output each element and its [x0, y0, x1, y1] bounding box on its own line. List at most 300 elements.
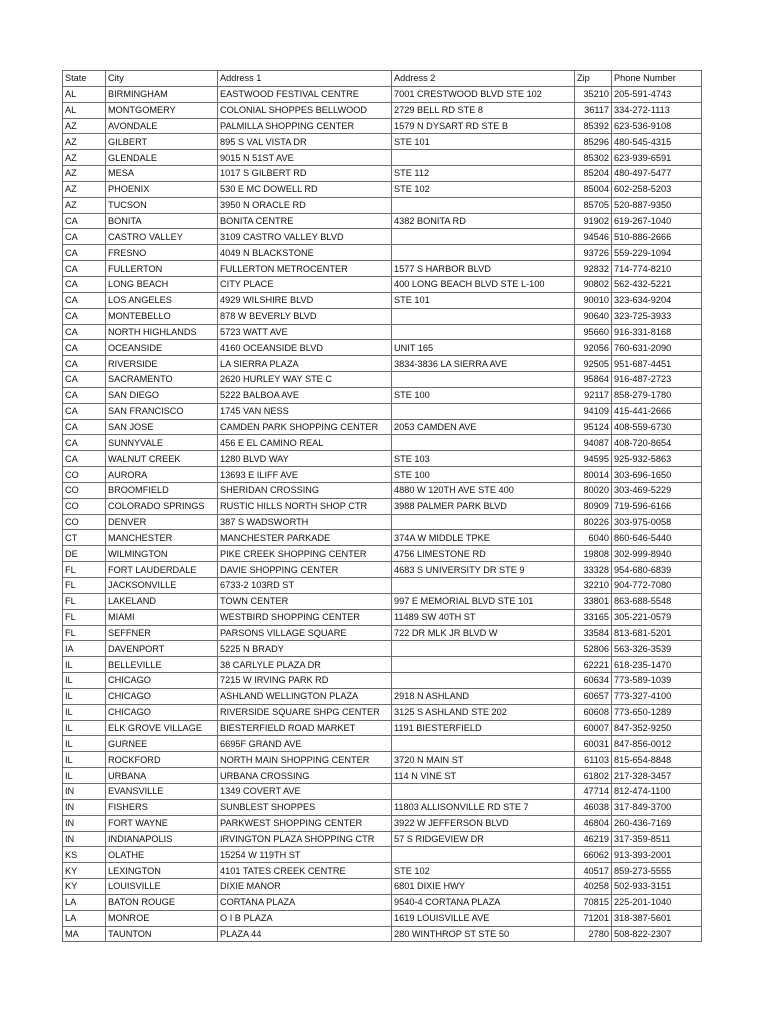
- address-2-cell: 722 DR MLK JR BLVD W: [392, 625, 575, 641]
- state-cell: FL: [63, 625, 106, 641]
- address-1-cell: CITY PLACE: [218, 276, 392, 292]
- city-cell: CHICAGO: [106, 688, 218, 704]
- city-cell: DAVENPORT: [106, 641, 218, 657]
- zip-cell: 46038: [575, 799, 612, 815]
- phone-number-cell: 951-687-4451: [612, 356, 702, 372]
- city-cell: CASTRO VALLEY: [106, 229, 218, 245]
- table-row: [63, 894, 702, 910]
- table-row: [63, 736, 702, 752]
- city-cell: LAKELAND: [106, 593, 218, 609]
- city-cell: WALNUT CREEK: [106, 451, 218, 467]
- phone-number-cell: 847-856-0012: [612, 736, 702, 752]
- address-2-cell: STE 103: [392, 451, 575, 467]
- zip-cell: 19808: [575, 546, 612, 562]
- city-cell: ROCKFORD: [106, 752, 218, 768]
- phone-number-cell: 863-688-5548: [612, 593, 702, 609]
- table-row: [63, 752, 702, 768]
- state-cell: AZ: [63, 166, 106, 182]
- phone-number-cell: 623-939-6591: [612, 150, 702, 166]
- state-cell: AZ: [63, 181, 106, 197]
- address-1-cell: CORTANA PLAZA: [218, 894, 392, 910]
- city-cell: EVANSVILLE: [106, 783, 218, 799]
- table-row: [63, 847, 702, 863]
- address-2-cell: 2053 CAMDEN AVE: [392, 419, 575, 435]
- zip-cell: 61103: [575, 752, 612, 768]
- table-row: [63, 879, 702, 895]
- zip-cell: 94595: [575, 451, 612, 467]
- address-2-cell: STE 101: [392, 134, 575, 150]
- table-row: [63, 657, 702, 673]
- table-row: [63, 799, 702, 815]
- phone-number-cell: 602-258-5203: [612, 181, 702, 197]
- phone-number-cell: 502-933-3151: [612, 879, 702, 895]
- column-header-state: State: [63, 71, 106, 87]
- city-cell: LOUISVILLE: [106, 879, 218, 895]
- address-2-cell: 9540-4 CORTANA PLAZA: [392, 894, 575, 910]
- state-cell: IN: [63, 831, 106, 847]
- table-row: [63, 926, 702, 942]
- phone-number-cell: 302-999-8940: [612, 546, 702, 562]
- address-1-cell: WESTBIRD SHOPPING CENTER: [218, 609, 392, 625]
- state-cell: IL: [63, 657, 106, 673]
- address-1-cell: 456 E EL CAMINO REAL: [218, 435, 392, 451]
- zip-cell: 47714: [575, 783, 612, 799]
- table-row: [63, 435, 702, 451]
- state-cell: IL: [63, 768, 106, 784]
- address-1-cell: 5222 BALBOA AVE: [218, 387, 392, 403]
- table-row: [63, 482, 702, 498]
- city-cell: PHOENIX: [106, 181, 218, 197]
- zip-cell: 60608: [575, 704, 612, 720]
- address-1-cell: MANCHESTER PARKADE: [218, 530, 392, 546]
- address-2-cell: 400 LONG BEACH BLVD STE L-100: [392, 276, 575, 292]
- state-cell: AZ: [63, 118, 106, 134]
- city-cell: FISHERS: [106, 799, 218, 815]
- address-2-cell: 3834-3836 LA SIERRA AVE: [392, 356, 575, 372]
- address-2-cell: 1191 BIESTERFIELD: [392, 720, 575, 736]
- zip-cell: 94109: [575, 403, 612, 419]
- address-1-cell: 3950 N ORACLE RD: [218, 197, 392, 213]
- phone-number-cell: 217-328-3457: [612, 768, 702, 784]
- table-row: [63, 197, 702, 213]
- phone-number-cell: 318-387-5601: [612, 910, 702, 926]
- table-row: [63, 213, 702, 229]
- address-2-cell: [392, 847, 575, 863]
- phone-number-cell: 714-774-8210: [612, 261, 702, 277]
- address-2-cell: 3988 PALMER PARK BLVD: [392, 498, 575, 514]
- address-2-cell: 2729 BELL RD STE 8: [392, 102, 575, 118]
- city-cell: SAN DIEGO: [106, 387, 218, 403]
- state-cell: IL: [63, 704, 106, 720]
- state-cell: CA: [63, 451, 106, 467]
- table-row: [63, 181, 702, 197]
- address-1-cell: PALMILLA SHOPPING CENTER: [218, 118, 392, 134]
- zip-cell: 33801: [575, 593, 612, 609]
- table-row: [63, 768, 702, 784]
- address-1-cell: 4049 N BLACKSTONE: [218, 245, 392, 261]
- city-cell: GURNEE: [106, 736, 218, 752]
- address-1-cell: RUSTIC HILLS NORTH SHOP CTR: [218, 498, 392, 514]
- phone-number-cell: 225-201-1040: [612, 894, 702, 910]
- address-1-cell: 38 CARLYLE PLAZA DR: [218, 657, 392, 673]
- city-cell: MANCHESTER: [106, 530, 218, 546]
- address-2-cell: 57 S RIDGEVIEW DR: [392, 831, 575, 847]
- table-row: [63, 910, 702, 926]
- phone-number-cell: 408-559-6730: [612, 419, 702, 435]
- zip-cell: 95864: [575, 372, 612, 388]
- zip-cell: 85204: [575, 166, 612, 182]
- state-cell: CA: [63, 292, 106, 308]
- address-2-cell: [392, 657, 575, 673]
- phone-number-cell: 623-536-9108: [612, 118, 702, 134]
- phone-number-cell: 813-681-5201: [612, 625, 702, 641]
- city-cell: LOS ANGELES: [106, 292, 218, 308]
- zip-cell: 40517: [575, 863, 612, 879]
- city-cell: BATON ROUGE: [106, 894, 218, 910]
- state-cell: CA: [63, 387, 106, 403]
- phone-number-cell: 925-932-5863: [612, 451, 702, 467]
- address-2-cell: 3125 S ASHLAND STE 202: [392, 704, 575, 720]
- address-1-cell: BIESTERFIELD ROAD MARKET: [218, 720, 392, 736]
- address-1-cell: SUNBLEST SHOPPES: [218, 799, 392, 815]
- state-cell: CA: [63, 324, 106, 340]
- city-cell: WILMINGTON: [106, 546, 218, 562]
- phone-number-cell: 305-221-0579: [612, 609, 702, 625]
- zip-cell: 60031: [575, 736, 612, 752]
- state-cell: IA: [63, 641, 106, 657]
- table-row: [63, 815, 702, 831]
- state-cell: FL: [63, 593, 106, 609]
- phone-number-cell: 408-720-8654: [612, 435, 702, 451]
- city-cell: CHICAGO: [106, 704, 218, 720]
- table-row: [63, 102, 702, 118]
- address-2-cell: 114 N VINE ST: [392, 768, 575, 784]
- zip-cell: 90010: [575, 292, 612, 308]
- phone-number-cell: 520-887-9350: [612, 197, 702, 213]
- zip-cell: 85004: [575, 181, 612, 197]
- zip-cell: 33584: [575, 625, 612, 641]
- address-1-cell: DIXIE MANOR: [218, 879, 392, 895]
- phone-number-cell: 559-229-1094: [612, 245, 702, 261]
- zip-cell: 90640: [575, 308, 612, 324]
- state-cell: CA: [63, 213, 106, 229]
- city-cell: FORT WAYNE: [106, 815, 218, 831]
- table-row: [63, 150, 702, 166]
- table-row: [63, 578, 702, 594]
- address-1-cell: PARKWEST SHOPPING CENTER: [218, 815, 392, 831]
- store-locations-table: [62, 70, 702, 942]
- city-cell: INDIANAPOLIS: [106, 831, 218, 847]
- zip-cell: 80226: [575, 514, 612, 530]
- address-1-cell: 13693 E ILIFF AVE: [218, 467, 392, 483]
- address-1-cell: 4101 TATES CREEK CENTRE: [218, 863, 392, 879]
- state-cell: FL: [63, 578, 106, 594]
- address-2-cell: STE 100: [392, 467, 575, 483]
- table-row: [63, 324, 702, 340]
- state-cell: DE: [63, 546, 106, 562]
- phone-number-cell: 858-279-1780: [612, 387, 702, 403]
- state-cell: CA: [63, 356, 106, 372]
- zip-cell: 85296: [575, 134, 612, 150]
- zip-cell: 92505: [575, 356, 612, 372]
- state-cell: CA: [63, 308, 106, 324]
- city-cell: BROOMFIELD: [106, 482, 218, 498]
- address-2-cell: [392, 403, 575, 419]
- table-row: [63, 673, 702, 689]
- table-row: [63, 134, 702, 150]
- state-cell: CA: [63, 340, 106, 356]
- phone-number-cell: 323-725-3933: [612, 308, 702, 324]
- table-row: [63, 625, 702, 641]
- state-cell: KY: [63, 879, 106, 895]
- phone-number-cell: 859-273-5555: [612, 863, 702, 879]
- address-1-cell: 895 S VAL VISTA DR: [218, 134, 392, 150]
- state-cell: KY: [63, 863, 106, 879]
- phone-number-cell: 205-591-4743: [612, 86, 702, 102]
- address-1-cell: ASHLAND WELLINGTON PLAZA: [218, 688, 392, 704]
- city-cell: OLATHE: [106, 847, 218, 863]
- city-cell: MONROE: [106, 910, 218, 926]
- address-2-cell: [392, 372, 575, 388]
- phone-number-cell: 773-650-1289: [612, 704, 702, 720]
- address-2-cell: [392, 736, 575, 752]
- address-2-cell: [392, 229, 575, 245]
- phone-number-cell: 323-634-9204: [612, 292, 702, 308]
- address-2-cell: [392, 245, 575, 261]
- address-1-cell: 15254 W 119TH ST: [218, 847, 392, 863]
- table-row: [63, 403, 702, 419]
- phone-number-cell: 317-849-3700: [612, 799, 702, 815]
- address-1-cell: 1017 S GILBERT RD: [218, 166, 392, 182]
- table-row: [63, 863, 702, 879]
- state-cell: CA: [63, 435, 106, 451]
- table-row: [63, 419, 702, 435]
- zip-cell: 2780: [575, 926, 612, 942]
- column-header-address-1: Address 1: [218, 71, 392, 87]
- phone-number-cell: 916-331-8168: [612, 324, 702, 340]
- zip-cell: 40258: [575, 879, 612, 895]
- city-cell: COLORADO SPRINGS: [106, 498, 218, 514]
- address-1-cell: 1280 BLVD WAY: [218, 451, 392, 467]
- address-1-cell: 3109 CASTRO VALLEY BLVD: [218, 229, 392, 245]
- city-cell: LEXINGTON: [106, 863, 218, 879]
- state-cell: CO: [63, 514, 106, 530]
- address-2-cell: [392, 324, 575, 340]
- zip-cell: 52806: [575, 641, 612, 657]
- address-2-cell: STE 101: [392, 292, 575, 308]
- zip-cell: 60007: [575, 720, 612, 736]
- zip-cell: 71201: [575, 910, 612, 926]
- zip-cell: 33165: [575, 609, 612, 625]
- table-row: [63, 229, 702, 245]
- city-cell: TUCSON: [106, 197, 218, 213]
- phone-number-cell: 260-436-7169: [612, 815, 702, 831]
- state-cell: IN: [63, 799, 106, 815]
- address-1-cell: 6695F GRAND AVE: [218, 736, 392, 752]
- state-cell: FL: [63, 562, 106, 578]
- phone-number-cell: 480-545-4315: [612, 134, 702, 150]
- state-cell: AL: [63, 102, 106, 118]
- phone-number-cell: 916-487-2723: [612, 372, 702, 388]
- address-1-cell: 1745 VAN NESS: [218, 403, 392, 419]
- state-cell: CA: [63, 372, 106, 388]
- phone-number-cell: 860-646-5440: [612, 530, 702, 546]
- table-row: [63, 245, 702, 261]
- city-cell: SEFFNER: [106, 625, 218, 641]
- address-1-cell: NORTH MAIN SHOPPING CENTER: [218, 752, 392, 768]
- state-cell: MA: [63, 926, 106, 942]
- zip-cell: 33328: [575, 562, 612, 578]
- phone-number-cell: 508-822-2307: [612, 926, 702, 942]
- zip-cell: 95660: [575, 324, 612, 340]
- zip-cell: 60634: [575, 673, 612, 689]
- address-2-cell: STE 102: [392, 863, 575, 879]
- state-cell: KS: [63, 847, 106, 863]
- zip-cell: 46804: [575, 815, 612, 831]
- table-row: [63, 372, 702, 388]
- column-header-phone-number: Phone Number: [612, 71, 702, 87]
- state-cell: CA: [63, 419, 106, 435]
- address-1-cell: COLONIAL SHOPPES BELLWOOD: [218, 102, 392, 118]
- address-1-cell: PIKE CREEK SHOPPING CENTER: [218, 546, 392, 562]
- table-row: [63, 609, 702, 625]
- state-cell: IL: [63, 752, 106, 768]
- city-cell: LONG BEACH: [106, 276, 218, 292]
- city-cell: OCEANSIDE: [106, 340, 218, 356]
- phone-number-cell: 619-267-1040: [612, 213, 702, 229]
- zip-cell: 92056: [575, 340, 612, 356]
- city-cell: NORTH HIGHLANDS: [106, 324, 218, 340]
- address-2-cell: STE 100: [392, 387, 575, 403]
- zip-cell: 62221: [575, 657, 612, 673]
- address-2-cell: 4756 LIMESTONE RD: [392, 546, 575, 562]
- table-row: [63, 292, 702, 308]
- phone-number-cell: 954-680-6839: [612, 562, 702, 578]
- state-cell: CO: [63, 482, 106, 498]
- table-row: [63, 387, 702, 403]
- address-1-cell: BONITA CENTRE: [218, 213, 392, 229]
- address-1-cell: RIVERSIDE SQUARE SHPG CENTER: [218, 704, 392, 720]
- city-cell: TAUNTON: [106, 926, 218, 942]
- column-header-zip: Zip: [575, 71, 612, 87]
- phone-number-cell: 618-235-1470: [612, 657, 702, 673]
- state-cell: CA: [63, 261, 106, 277]
- zip-cell: 61802: [575, 768, 612, 784]
- city-cell: BELLEVILLE: [106, 657, 218, 673]
- phone-number-cell: 480-497-5477: [612, 166, 702, 182]
- address-2-cell: 3922 W JEFFERSON BLVD: [392, 815, 575, 831]
- address-1-cell: 878 W BEVERLY BLVD: [218, 308, 392, 324]
- address-1-cell: 5723 WATT AVE: [218, 324, 392, 340]
- address-1-cell: DAVIE SHOPPING CENTER: [218, 562, 392, 578]
- address-1-cell: 387 S WADSWORTH: [218, 514, 392, 530]
- address-2-cell: 1577 S HARBOR BLVD: [392, 261, 575, 277]
- zip-cell: 46219: [575, 831, 612, 847]
- city-cell: MESA: [106, 166, 218, 182]
- phone-number-cell: 815-654-8848: [612, 752, 702, 768]
- city-cell: JACKSONVILLE: [106, 578, 218, 594]
- zip-cell: 80020: [575, 482, 612, 498]
- address-1-cell: 1349 COVERT AVE: [218, 783, 392, 799]
- address-2-cell: 6801 DIXIE HWY: [392, 879, 575, 895]
- address-1-cell: PARSONS VILLAGE SQUARE: [218, 625, 392, 641]
- address-2-cell: [392, 641, 575, 657]
- address-2-cell: 11803 ALLISONVILLE RD STE 7: [392, 799, 575, 815]
- table-row: [63, 720, 702, 736]
- table-row: [63, 356, 702, 372]
- phone-number-cell: 719-596-6166: [612, 498, 702, 514]
- address-2-cell: [392, 197, 575, 213]
- phone-number-cell: 317-359-8511: [612, 831, 702, 847]
- table-row: [63, 514, 702, 530]
- table-row: [63, 498, 702, 514]
- state-cell: AZ: [63, 134, 106, 150]
- zip-cell: 66062: [575, 847, 612, 863]
- zip-cell: 90802: [575, 276, 612, 292]
- zip-cell: 36117: [575, 102, 612, 118]
- phone-number-cell: 415-441-2666: [612, 403, 702, 419]
- state-cell: IL: [63, 736, 106, 752]
- zip-cell: 80909: [575, 498, 612, 514]
- phone-number-cell: 303-975-0058: [612, 514, 702, 530]
- state-cell: CA: [63, 403, 106, 419]
- zip-cell: 70815: [575, 894, 612, 910]
- address-1-cell: O I B PLAZA: [218, 910, 392, 926]
- zip-cell: 95124: [575, 419, 612, 435]
- zip-cell: 93726: [575, 245, 612, 261]
- state-cell: CA: [63, 229, 106, 245]
- table-row: [63, 688, 702, 704]
- state-cell: CA: [63, 245, 106, 261]
- address-2-cell: 374A W MIDDLE TPKE: [392, 530, 575, 546]
- address-2-cell: [392, 150, 575, 166]
- city-cell: FORT LAUDERDALE: [106, 562, 218, 578]
- address-1-cell: 7215 W IRVING PARK RD: [218, 673, 392, 689]
- address-2-cell: 4880 W 120TH AVE STE 400: [392, 482, 575, 498]
- city-cell: AVONDALE: [106, 118, 218, 134]
- zip-cell: 35210: [575, 86, 612, 102]
- state-cell: LA: [63, 894, 106, 910]
- address-1-cell: 6733-2 103RD ST: [218, 578, 392, 594]
- city-cell: BONITA: [106, 213, 218, 229]
- zip-cell: 32210: [575, 578, 612, 594]
- zip-cell: 94546: [575, 229, 612, 245]
- address-1-cell: EASTWOOD FESTIVAL CENTRE: [218, 86, 392, 102]
- address-1-cell: 5225 N BRADY: [218, 641, 392, 657]
- city-cell: MONTGOMERY: [106, 102, 218, 118]
- phone-number-cell: 847-352-9250: [612, 720, 702, 736]
- table-row: [63, 783, 702, 799]
- address-1-cell: 4160 OCEANSIDE BLVD: [218, 340, 392, 356]
- phone-number-cell: 562-432-5221: [612, 276, 702, 292]
- table-row: [63, 308, 702, 324]
- header-row: [63, 71, 702, 87]
- state-cell: IL: [63, 720, 106, 736]
- address-2-cell: UNIT 165: [392, 340, 575, 356]
- address-2-cell: 7001 CRESTWOOD BLVD STE 102: [392, 86, 575, 102]
- address-2-cell: STE 112: [392, 166, 575, 182]
- table-row: [63, 641, 702, 657]
- column-header-address-2: Address 2: [392, 71, 575, 87]
- address-1-cell: TOWN CENTER: [218, 593, 392, 609]
- zip-cell: 85705: [575, 197, 612, 213]
- city-cell: GILBERT: [106, 134, 218, 150]
- state-cell: IL: [63, 673, 106, 689]
- table-row: [63, 704, 702, 720]
- phone-number-cell: 812-474-1100: [612, 783, 702, 799]
- zip-cell: 91902: [575, 213, 612, 229]
- address-1-cell: PLAZA 44: [218, 926, 392, 942]
